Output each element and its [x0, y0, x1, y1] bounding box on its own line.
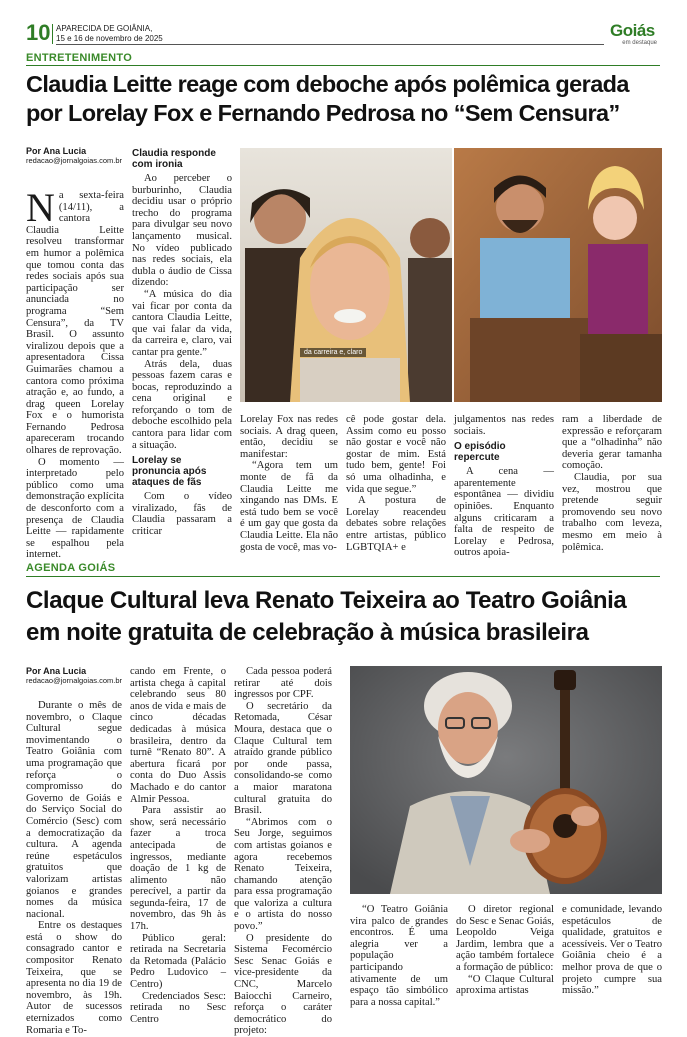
a1-col2-heading2: Lorelay se pronuncia após ataques de fãs [132, 455, 207, 489]
section-rule-2 [26, 576, 660, 577]
a2-col4-p1: “O Teatro Goiânia vira palco de grandes encontros. É uma alegria ver a população participando ativamente de um espaço tão simbólico para a nossa capital.” [350, 904, 448, 1008]
a1-col6-p1: ram a liberdade de expressão e reforçaram que a “olhadinha” não deveria gerar tamanha comoção. [562, 414, 662, 472]
dropcap: N [26, 185, 55, 230]
a1-col5-heading: O episódio repercute [454, 441, 506, 464]
a2-col1-p1: Durante o mês de novembro, o Claque Cultural segue movimentando o Teatro Goiânia com uma programação que reforça o compromisso do Governo de Goiás e do Serviço Social do Comércio (Sesc) com a democratização da cultura. A agenda reúne espetáculos gratuitos que valorizam artistas goianos e grandes nomes da música nacional. [26, 700, 122, 920]
article2-col6 [562, 904, 662, 997]
logo-word: Goiás [610, 21, 655, 40]
byline-1 [26, 146, 126, 166]
a2-col3-p4: O presidente do Sistema Fecomércio Sesc Senac Goiás e vice-presidente da CNC, Marcelo Baiocchi Carneiro, reforça o caráter democrático do projeto: [234, 932, 332, 1037]
byline-2 [26, 666, 136, 686]
article1-col3 [240, 414, 338, 553]
a2-col3-p2: O secretário da Retomada, César Moura, destaca que o Claque Cultural tem atraído grande público por onde passa, consolidando-se como a maior maratona cultural gratuita do Brasil. [234, 700, 332, 817]
article2-col3 [234, 666, 332, 1037]
a2-col6-p1: e comunidade, levando espetáculos de qualidade, gratuitos e acessíveis. Ver o Teatro Goiânia cheio é a melhor prova de que o projeto cumpre sua missão.” [562, 904, 662, 997]
article2-col5 [456, 904, 554, 997]
article1-col2 [132, 148, 232, 538]
byline-1-name: Por Ana Lucia [26, 146, 87, 156]
header-date: 15 e 16 de novembro de 2025 [56, 34, 163, 43]
article2-col2 [130, 666, 226, 1025]
a2-col2-p4: Credenciados Sesc: retirada no Sesc Centro [130, 990, 226, 1025]
header-city: APARECIDA DE GOIÂNIA, [56, 24, 153, 33]
photo-subtitle: da carreira e, claro [300, 348, 366, 357]
section-rule [26, 65, 660, 66]
article1-col4 [346, 414, 446, 553]
byline-2-email: redacao@jornalgoias.com.br [26, 676, 122, 685]
headline-1-line2: por Lorelay Fox e Fernando Pedrosa no “Sem Censura” [26, 100, 620, 126]
renato-photo [350, 666, 662, 894]
a1-col4-p1: cê pode gostar dela. Assim como eu posso não gostar e você não gostar de mim. Está tudo bem, gente! Foi só uma olhadinha, e vida que segue.” [346, 414, 446, 495]
a1-col1-p2: O momento — interpretado pelo público como uma demonstração explícita de desconforto com a presença de Claudia Leitte — rapidamente se espalhou pela internet. [26, 456, 124, 561]
a1-col1-lead: a sexta-feira (14/11), a cantora Claudia Leitte resolveu transformar em humor a polêmica que tomou conta das redes sociais após sua participação ser anunciada no programa “Sem Censura”, da TV Brasil. O assunto viralizou depois que a apresentadora Cissa Guimarães chamou a cantora como próxima atração e, ao fundo, a drag queen Lorelay Fox e o humorista Fernando Pedrosa apareceram trocando olhares de reprovação. [26, 190, 124, 457]
headline-2-line1: Claque Cultural leva Renato Teixeira ao Teatro Goiânia [26, 587, 627, 614]
a1-col2-p2: “A música do dia vai ficar por conta da cantora Claudia Leitte, que vai falar da vida, da carreira e, claro, vai cantar pra gente.” [132, 288, 232, 358]
a1-col3-p1: Lorelay Fox nas redes sociais. A drag queen, então, decidiu se manifestar: [240, 414, 338, 460]
claudia-photo-illustration [240, 148, 662, 402]
a2-col2-p1: cando em Frente, o artista chega à capital celebrando seus 80 anos de vida e mais de cinco décadas dedicadas à música brasileira, dentro da turnê “Renato 80”. A abertura ficará por conta do Duo Assis Machado e do cantor Almir Pessoa. [130, 666, 226, 805]
a1-col2-p4: Com o vídeo viralizado, fãs de Claudia passaram a criticar [132, 491, 232, 538]
article1-col5 [454, 414, 554, 559]
article1-col6 [562, 414, 662, 553]
a1-col6-p2: Claudia, por sua vez, mostrou que pretende seguir promovendo seu novo trabalho com leveza, mesmo em meio à polêmica. [562, 471, 662, 553]
headline-1 [26, 70, 666, 128]
claudia-photo [240, 148, 662, 402]
section-tag-agenda: AGENDA GOIÁS [26, 562, 116, 574]
page-number: 10 [26, 20, 51, 45]
logo-sub: em destaque [622, 40, 657, 46]
byline-2-name: Por Ana Lucia [26, 666, 87, 676]
headline-2-line2: em noite gratuita de celebração à música brasileira [26, 619, 589, 646]
a2-col3-p1: Cada pessoa poderá retirar até dois ingressos por CPF. [234, 666, 332, 701]
a2-col5-p1: O diretor regional do Sesc e Senac Goiás, Leopoldo Veiga Jardim, lembra que a ação também fortalece a formação de público: [456, 904, 554, 973]
a2-col1-p2: Entre os destaques está o show do consagrado cantor e compositor Renato Teixeira, que se apresenta no dia 19 de novembro, às 19h. Autor de sucessos eternizados como Romaria e To- [26, 920, 122, 1036]
logo [610, 22, 665, 46]
a2-col2-p3: Público geral: retirada na Secretaria da Retomada (Palácio Pedro Ludovico – Centro) [130, 932, 226, 991]
a1-col2-p3: Atrás dela, duas pessoas fazem caras e bocas, reproduzindo a cena original e reforçando o tom de deboche escolhido pela cantora para lidar com a situação. [132, 358, 232, 451]
header-divider [52, 24, 53, 44]
headline-1-line1: Claudia Leitte reage com deboche após polêmica gerada [26, 71, 629, 97]
renato-photo-illustration [350, 666, 662, 894]
article2-col1 [26, 700, 122, 1036]
a2-col5-p2: “O Claque Cultural aproxima artistas [456, 973, 554, 997]
a1-col5-p1: julgamentos nas redes sociais. [454, 414, 554, 437]
headline-2 [26, 585, 666, 649]
article1-col1 [26, 185, 124, 561]
a1-col2-heading: Claudia responde com ironia [132, 148, 216, 170]
header-rule [56, 44, 604, 45]
byline-1-email: redacao@jornalgoias.com.br [26, 156, 122, 165]
section-tag-entretenimento: ENTRETENIMENTO [26, 52, 133, 64]
a1-col2-p1: Ao perceber o burburinho, Claudia decidiu usar o próprio trecho do programa para divulgar seu novo lançamento musical. No vídeo publicado nas redes sociais, ela dubla o áudio de Cissa dizendo: [132, 173, 232, 289]
a1-col3-p2: “Agora tem um monte de fã da Claudia Leitte me xingando nas DMs. E está tudo bem se você é um gay que gosta da Claudia Leitte. Ela não gosta de você, mas vo- [240, 460, 338, 553]
a1-col4-p2: A postura de Lorelay reacendeu debates sobre relações entre artistas, público LGBTQIA+ e [346, 495, 446, 553]
a2-col2-p2: Para assistir ao show, será necessário fazer a troca antecipada de ingressos, mediante doação de 1 kg de alimento não perecível, a partir da segunda-feira, 17 de novembro, das 9h às 17h. [130, 805, 226, 933]
article2-col4 [350, 904, 448, 1008]
a2-col3-p3: “Abrimos com o Seu Jorge, seguimos com artistas goianos e agora recebemos Renato Teixeira, chamando atenção para essa programação que valoriza a cultura e o artista do nosso povo.” [234, 816, 332, 933]
a1-col5-p2: A cena — aparentemente espontânea — dividiu opiniões. Enquanto alguns criticaram a falta de respeito de Lorelay e Pedrosa, outros apoia- [454, 466, 554, 559]
